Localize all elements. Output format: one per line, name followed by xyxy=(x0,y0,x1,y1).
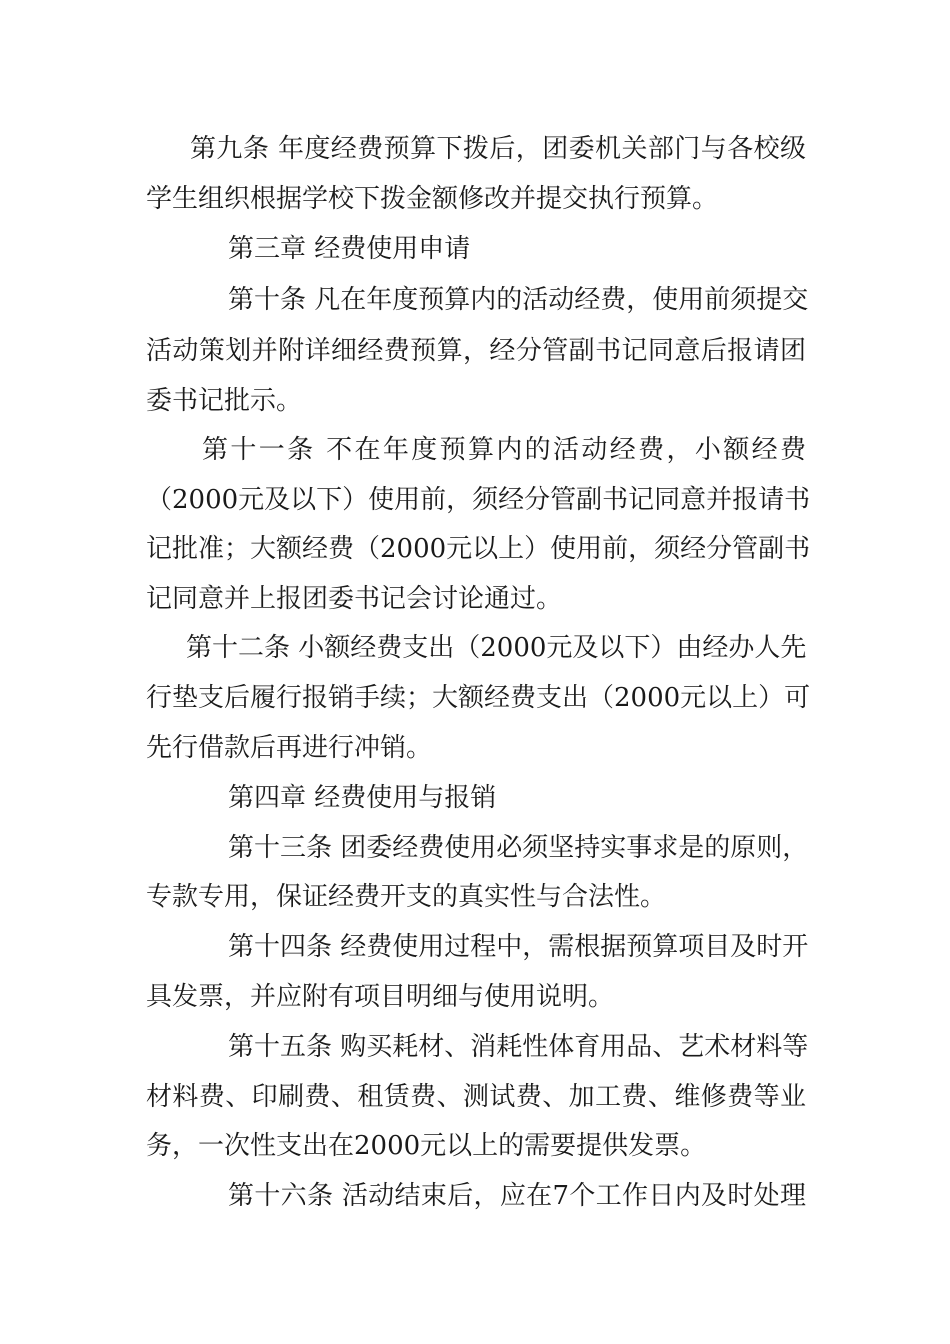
text-line: 委书记批示。 xyxy=(146,386,303,416)
text-line: 学生组织根据学校下拨金额修改并提交执行预算。 xyxy=(146,184,719,214)
text-line: 记批准；大额经费（2000元以上）使用前，须经分管副书 xyxy=(146,534,811,564)
text-line: 第十条 凡在年度预算内的活动经费，使用前须提交 xyxy=(228,285,809,315)
text-line: 第十四条 经费使用过程中，需根据预算项目及时开 xyxy=(228,932,809,962)
text-line: 具发票，并应附有项目明细与使用说明。 xyxy=(146,982,615,1012)
text-line: 第十五条 购买耗材、消耗性体育用品、艺术材料等 xyxy=(228,1032,809,1062)
text-line: 第十六条 活动结束后，应在7个工作日内及时处理 xyxy=(228,1181,806,1211)
text-line: 材料费、印刷费、租赁费、测试费、加工费、维修费等业 xyxy=(146,1082,806,1112)
text-line: 记同意并上报团委书记会讨论通过。 xyxy=(146,584,563,614)
text-line: 第十三条 团委经费使用必须坚持实事求是的原则， xyxy=(228,833,809,863)
text-line: 行垫支后履行报销手续；大额经费支出（2000元以上）可 xyxy=(146,683,811,713)
chapter-heading: 第三章 经费使用申请 xyxy=(228,234,471,264)
text-line: 第九条 年度经费预算下拨后，团委机关部门与各校级 xyxy=(190,134,806,164)
text-line: 专款专用，保证经费开支的真实性与合法性。 xyxy=(146,882,667,912)
text-line: （2000元及以下）使用前，须经分管副书记同意并报请书 xyxy=(146,485,811,515)
text-line: 活动策划并附详细经费预算，经分管副书记同意后报请团 xyxy=(146,336,806,366)
text-line: 第十二条 小额经费支出（2000元及以下）由经办人先 xyxy=(186,633,807,663)
chapter-heading: 第四章 经费使用与报销 xyxy=(228,783,497,813)
text-line: 先行借款后再进行冲销。 xyxy=(146,733,433,763)
text-line: 务，一次性支出在2000元以上的需要提供发票。 xyxy=(146,1131,707,1161)
text-line: 第十一条 不在年度预算内的活动经费，小额经费 xyxy=(202,435,806,465)
